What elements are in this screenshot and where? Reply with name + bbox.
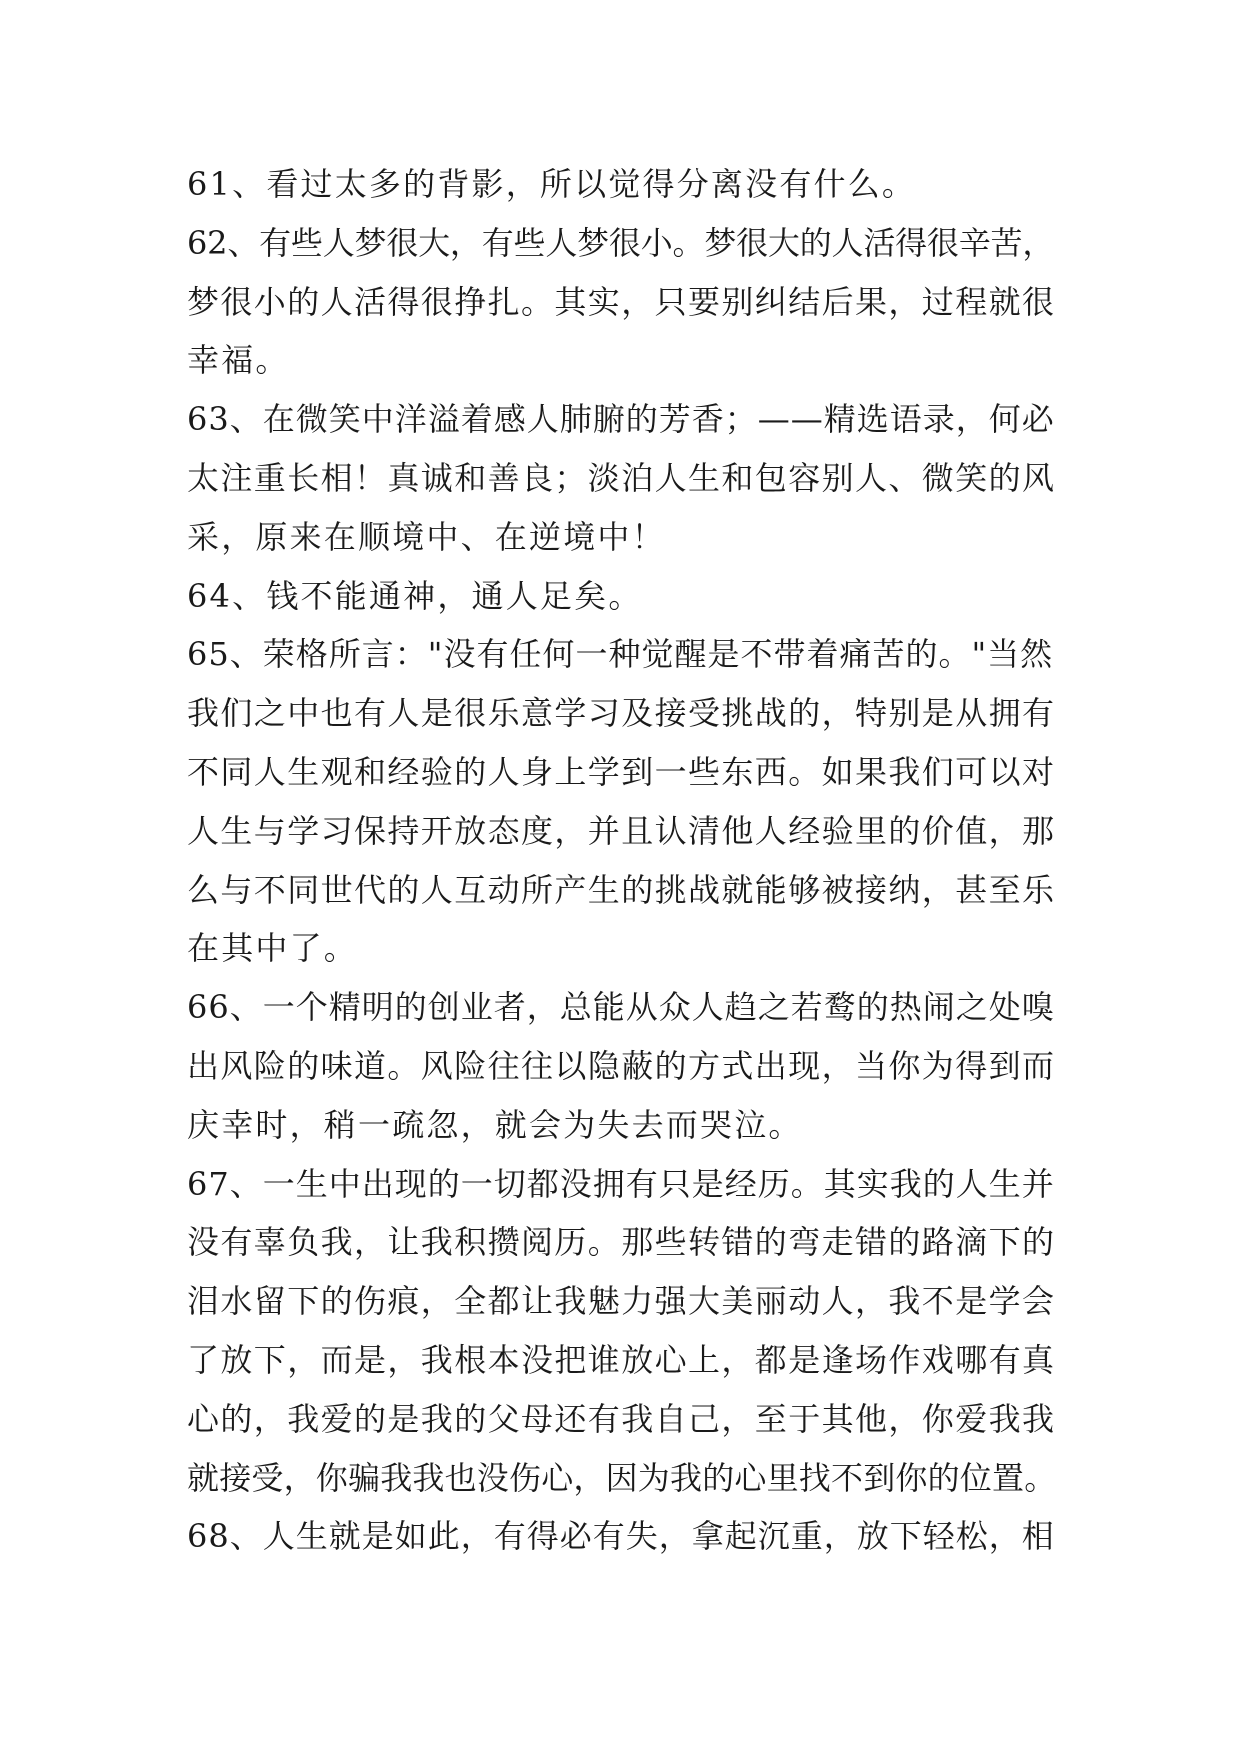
text-line: 心的，我爱的是我的父母还有我自己，至于其他，你爱我我: [187, 1399, 1056, 1438]
text-line: 64、钱不能通神，通人足矣。: [187, 576, 643, 615]
text-line: 我们之中也有人是很乐意学习及接受挑战的，特别是从拥有: [187, 694, 1056, 733]
document-body: [187, 155, 1057, 1566]
text-line: 采，原来在顺境中、在逆境中！: [187, 517, 666, 556]
text-line: 66、一个精明的创业者，总能从众人趋之若鹜的热闹之处嗅: [187, 988, 1055, 1027]
text-line: 了放下，而是，我根本没把谁放心上，都是逢场作戏哪有真: [187, 1340, 1056, 1379]
text-line: 就接受，你骗我我也没伤心，因为我的心里找不到你的位置。: [187, 1458, 1057, 1497]
text-line: 么与不同世代的人互动所产生的挑战就能够被接纳，甚至乐: [187, 870, 1056, 909]
text-line: 梦很小的人活得很挣扎。其实，只要别纠结后果，过程就很: [187, 282, 1056, 321]
text-line: 67、一生中出现的一切都没拥有只是经历。其实我的人生并: [187, 1164, 1055, 1203]
text-line: 庆幸时，稍一疏忽，就会为失去而哭泣。: [187, 1105, 803, 1144]
text-line: 61、看过太多的背影，所以觉得分离没有什么。: [187, 165, 917, 203]
text-line: 人生与学习保持开放态度，并且认清他人经验里的价值，那: [187, 811, 1056, 850]
text-line: 出风险的味道。风险往往以隐蔽的方式出现，当你为得到而: [187, 1046, 1056, 1085]
text-line: 太注重长相！真诚和善良；淡泊人生和包容别人、微笑的风: [187, 458, 1056, 497]
text-line: 65、荣格所言："没有任何一种觉醒是不带着痛苦的。"当然: [187, 635, 1054, 674]
text-line: 不同人生观和经验的人身上学到一些东西。如果我们可以对: [187, 752, 1056, 791]
text-line: 泪水留下的伤痕，全都让我魅力强大美丽动人，我不是学会: [187, 1282, 1056, 1321]
text-line: 68、人生就是如此，有得必有失，拿起沉重，放下轻松，相: [187, 1517, 1055, 1556]
text-line: 63、在微笑中洋溢着感人肺腑的芳香；——精选语录，何必: [187, 400, 1055, 439]
text-line: 幸福。: [187, 341, 290, 380]
text-line: 62、有些人梦很大，有些人梦很小。梦很大的人活得很辛苦，: [187, 223, 1055, 262]
text-line: 没有辜负我，让我积攒阅历。那些转错的弯走错的路滴下的: [187, 1223, 1056, 1262]
text-line: 在其中了。: [187, 929, 359, 968]
